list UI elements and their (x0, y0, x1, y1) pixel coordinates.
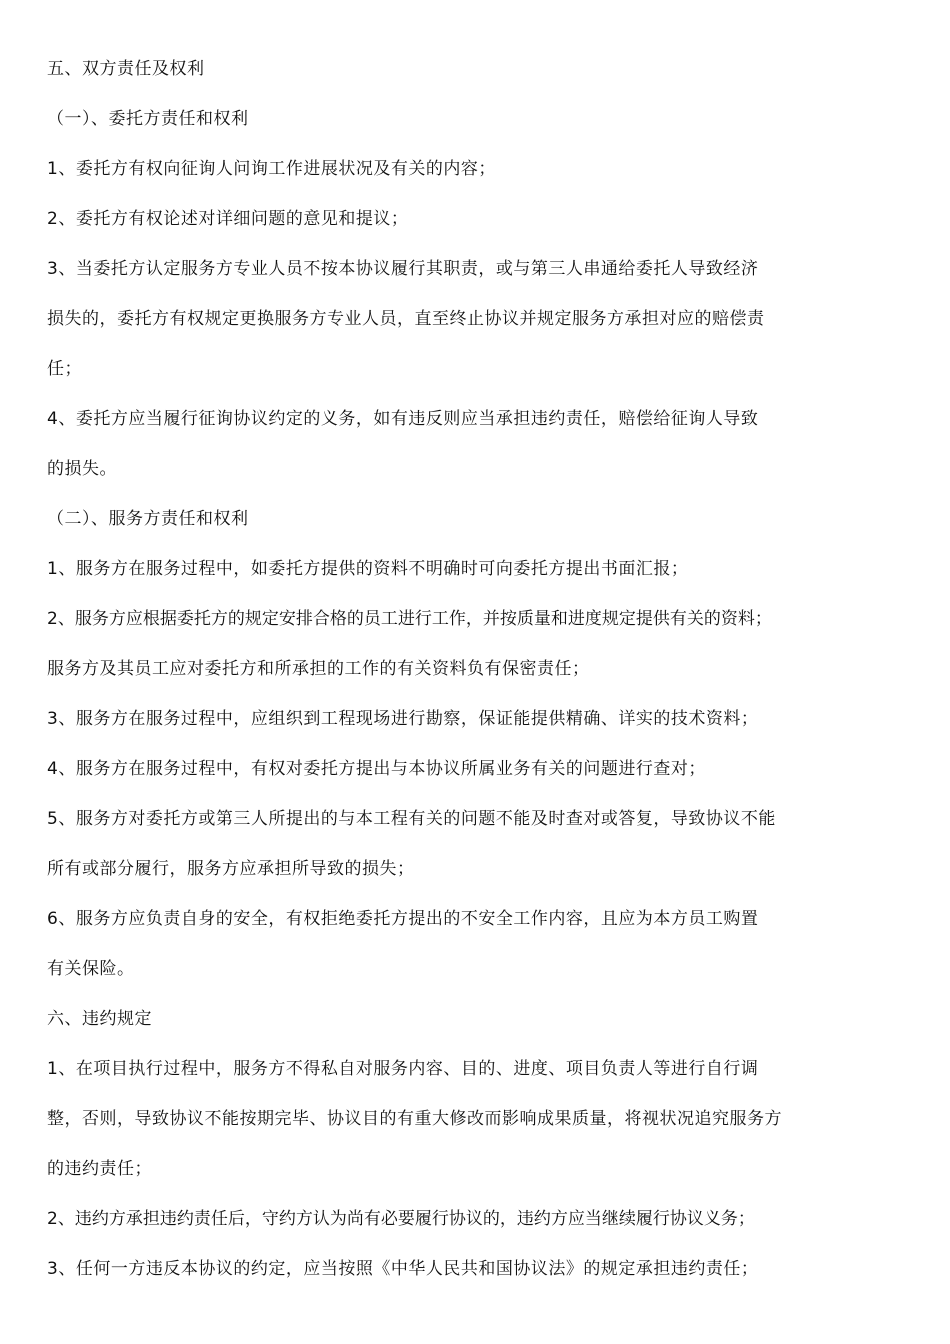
paragraph-line: 1、在项目执行过程中，服务方不得私自对服务内容、目的、进度、项目负责人等进行自行调 (47, 1059, 759, 1079)
paragraph-line: 3、当委托方认定服务方专业人员不按本协议履行其职责，或与第三人串通给委托人导致经济 (47, 259, 759, 279)
paragraph-line: 有关保险。 (47, 959, 135, 979)
section-heading-6: 六、违约规定 (47, 1009, 152, 1029)
paragraph-line: 3、任何一方违反本协议的约定，应当按照《中华人民共和国协议法》的规定承担违约责任； (47, 1259, 759, 1279)
paragraph-line: 1、服务方在服务过程中，如委托方提供的资料不明确时可向委托方提出书面汇报； (47, 559, 689, 579)
paragraph-line: 的违约责任； (47, 1159, 152, 1179)
paragraph-line: 3、服务方在服务过程中，应组织到工程现场进行勘察，保证能提供精确、详实的技术资料； (47, 709, 759, 729)
paragraph-line: 5、服务方对委托方或第三人所提出的与本工程有关的问题不能及时查对或答复，导致协议不能 (47, 809, 776, 829)
paragraph-line: 2、服务方应根据委托方的规定安排合格的员工进行工作，并按质量和进度规定提供有关的资料； (47, 609, 772, 629)
paragraph-line: 1、委托方有权向征询人问询工作进展状况及有关的内容； (47, 159, 496, 179)
paragraph-line: 4、服务方在服务过程中，有权对委托方提出与本协议所属业务有关的问题进行查对； (47, 759, 706, 779)
paragraph-line: 6、服务方应负责自身的安全，有权拒绝委托方提出的不安全工作内容，且应为本方员工购置 (47, 909, 759, 929)
paragraph-line: 所有或部分履行，服务方应承担所导致的损失； (47, 859, 415, 879)
paragraph-line: 整，否则，导致协议不能按期完毕、协议目的有重大修改而影响成果质量，将视状况追究服务方 (47, 1109, 782, 1129)
paragraph-line: 2、委托方有权论述对详细问题的意见和提议； (47, 209, 409, 229)
document-body (47, 44, 909, 1294)
paragraph-line: 2、违约方承担违约责任后，守约方认为尚有必要履行协议的，违约方应当继续履行协议义务； (47, 1209, 755, 1229)
paragraph-line: 的损失。 (47, 459, 117, 479)
paragraph-line: 损失的，委托方有权规定更换服务方专业人员，直至终止协议并规定服务方承担对应的赔偿责 (47, 309, 765, 329)
subsection-heading-service: （二）、服务方责任和权利 (47, 509, 249, 529)
paragraph-line: 任； (47, 359, 82, 379)
paragraph-line: 4、委托方应当履行征询协议约定的义务，如有违反则应当承担违约责任，赔偿给征询人导致 (47, 409, 759, 429)
paragraph-line: 服务方及其员工应对委托方和所承担的工作的有关资料负有保密责任； (47, 659, 590, 679)
section-heading-5: 五、双方责任及权利 (47, 59, 205, 79)
subsection-heading-client: （一）、委托方责任和权利 (47, 109, 249, 129)
